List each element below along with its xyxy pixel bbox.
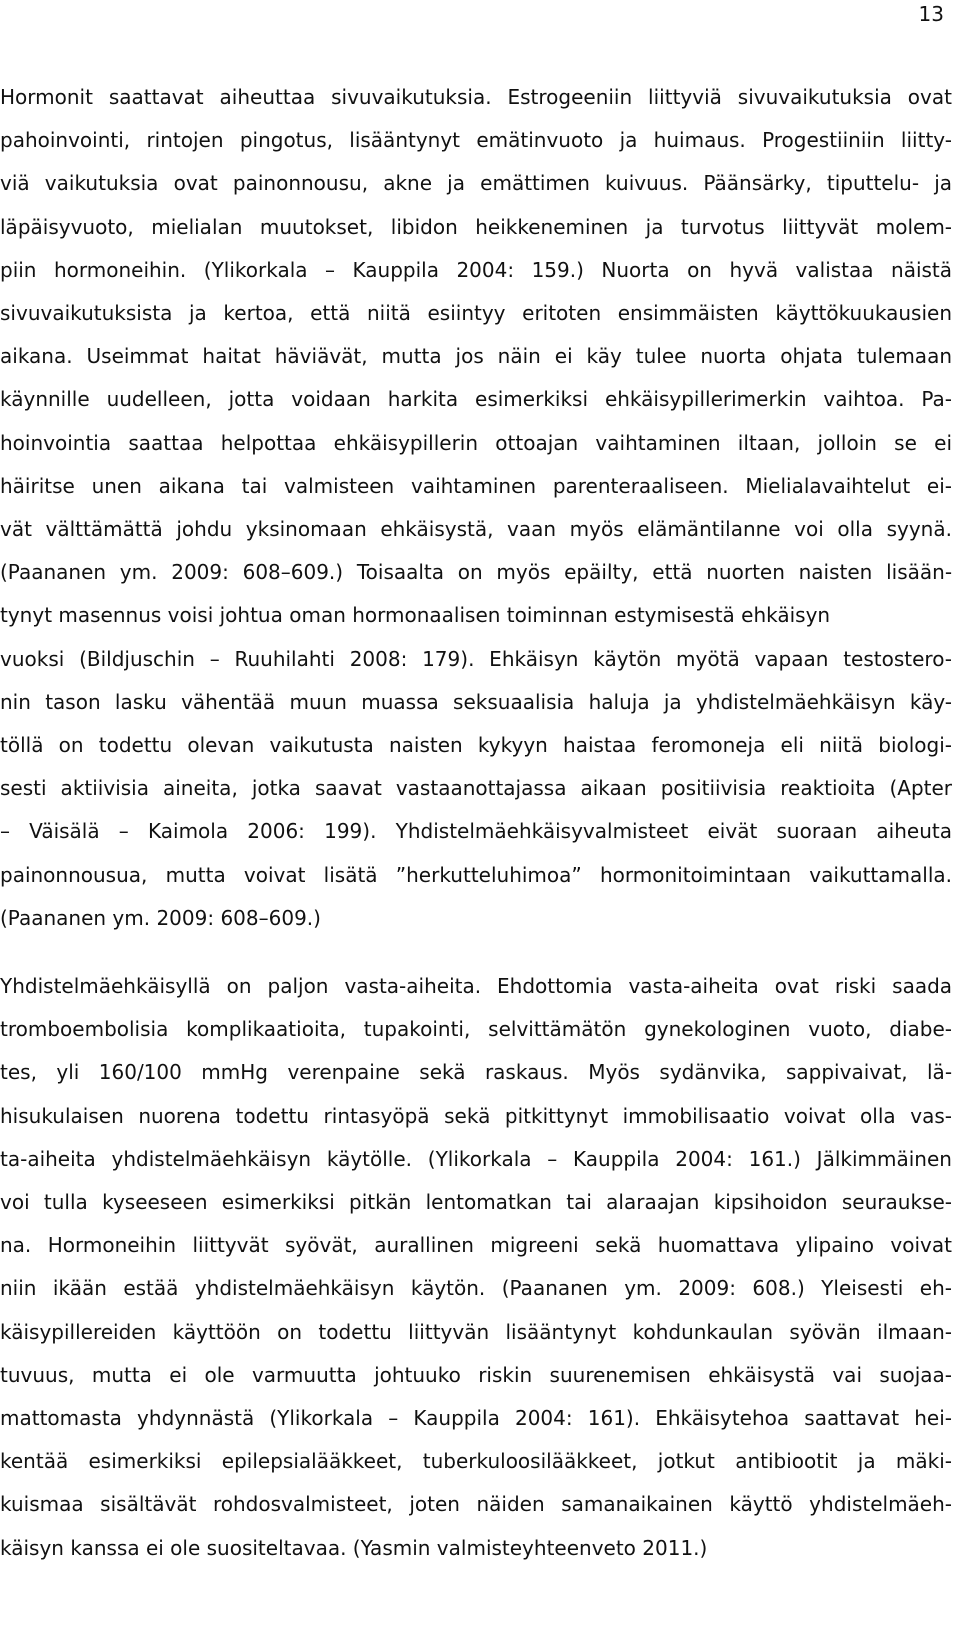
text-line: hoinvointia saattaa helpottaa ehkäisypillerin ottoajan vaihtaminen iltaan, jolloin se ei — [0, 431, 953, 455]
text-line: (Paananen ym. 2009: 608–609.) Toisaalta on myös epäilty, että nuorten naisten lisään- — [0, 560, 953, 584]
text-line: vuoksi (Bildjuschin – Ruuhilahti 2008: 179). Ehkäisyn käytön myötä vapaan testostero- — [0, 647, 953, 671]
text-line: hisukulaisen nuorena todettu rintasyöpä sekä pitkittynyt immobilisaatio voivat olla vas- — [0, 1104, 952, 1128]
text-line: piin hormoneihin. (Ylikorkala – Kauppila 2004: 159.) Nuorta on hyvä valistaa näistä — [0, 258, 953, 282]
text-line: aikana. Useimmat haitat häviävät, mutta jos näin ei käy tulee nuorta ohjata tulemaan — [0, 344, 952, 368]
text-line: painonnousua, mutta voivat lisätä ”herkutteluhimoa” hormonitoimintaan vaikuttamalla. — [0, 863, 952, 887]
text-line: töllä on todettu olevan vaikutusta naisten kykyyn haistaa feromoneja eli niitä biologi- — [0, 733, 953, 757]
text-line: viä vaikutuksia ovat painonnousu, akne ja emättimen kuivuus. Päänsärky, tiputtelu- ja — [0, 171, 953, 195]
text-line: käisypillereiden käyttöön on todettu liittyvän lisääntynyt kohdunkaulan syövän ilmaan- — [0, 1320, 953, 1344]
text-line: voi tulla kyseeseen esimerkiksi pitkän lentomatkan tai alaraajan kipsihoidon seuraukse- — [0, 1190, 952, 1214]
text-line: mattomasta yhdynnästä (Ylikorkala – Kauppila 2004: 161). Ehkäisytehoa saattavat hei- — [0, 1406, 952, 1430]
text-line: ta-aiheita yhdistelmäehkäisyn käytölle. (Ylikorkala – Kauppila 2004: 161.) Jälkimmäinen — [0, 1147, 952, 1171]
text-line: (Paananen ym. 2009: 608–609.) — [0, 906, 321, 930]
text-line: pahoinvointi, rintojen pingotus, lisääntynyt emätinvuoto ja huimaus. Progestiiniin liitty- — [0, 128, 952, 152]
text-line: vät välttämättä johdu yksinomaan ehkäisystä, vaan myös elämäntilanne voi olla syynä. — [0, 517, 952, 541]
text-line: kentää esimerkiksi epilepsialääkkeet, tuberkuloosilääkkeet, jotkut antibiootit ja mäki- — [0, 1449, 952, 1473]
text-line: sivuvaikutuksista ja kertoa, että niitä esiintyy eritoten ensimmäisten käyttökuukausien — [0, 301, 953, 325]
page-number: 13 — [918, 2, 944, 26]
text-line: häiritse unen aikana tai valmisteen vaihtaminen parenteraaliseen. Mielialavaihtelut ei- — [0, 474, 952, 498]
text-line: tes, yli 160/100 mmHg verenpaine sekä raskaus. Myös sydänvika, sappivaivat, lä- — [0, 1060, 953, 1084]
text-line: tuvuus, mutta ei ole varmuutta johtuuko riskin suurenemisen ehkäisystä vai suojaa- — [0, 1363, 952, 1387]
text-line: tynyt masennus voisi johtua oman hormonaalisen toiminnan estymisestä ehkäisyn — [0, 603, 831, 627]
text-line: Hormonit saattavat aiheuttaa sivuvaikutuksia. Estrogeeniin liittyviä sivuvaikutuksia ovat — [0, 85, 952, 109]
text-line: Yhdistelmäehkäisyllä on paljon vasta-aiheita. Ehdottomia vasta-aiheita ovat riski saada — [0, 974, 953, 998]
text-line: nin tason lasku vähentää muun muassa seksuaalisia haluja ja yhdistelmäehkäisyn käy- — [0, 690, 953, 714]
text-line: tromboembolisia komplikaatioita, tupakointi, selvittämätön gynekologinen vuoto, diabe- — [0, 1017, 952, 1041]
text-line: kuismaa sisältävät rohdosvalmisteet, joten näiden samanaikainen käyttö yhdistelmäeh- — [0, 1492, 953, 1516]
text-line: läpäisyvuoto, mielialan muutokset, libidon heikkeneminen ja turvotus liittyvät molem- — [0, 215, 953, 239]
text-line: niin ikään estää yhdistelmäehkäisyn käytön. (Paananen ym. 2009: 608.) Yleisesti eh- — [0, 1276, 952, 1300]
text-line: käisyn kanssa ei ole suositeltavaa. (Yasmin valmisteyhteenveto 2011.) — [0, 1536, 708, 1560]
text-line: – Väisälä – Kaimola 2006: 199). Yhdistelmäehkäisyvalmisteet eivät suoraan aiheuta — [0, 819, 952, 843]
text-line: sesti aktiivisia aineita, jotka saavat vastaanottajassa aikaan positiivisia reaktioita (Apter — [0, 776, 953, 800]
text-line: käynnille uudelleen, jotta voidaan harkita esimerkiksi ehkäisypillerimerkin vaihtoa. Pa- — [0, 387, 953, 411]
text-line: na. Hormoneihin liittyvät syövät, aurallinen migreeni sekä huomattava ylipaino voivat — [0, 1233, 952, 1257]
